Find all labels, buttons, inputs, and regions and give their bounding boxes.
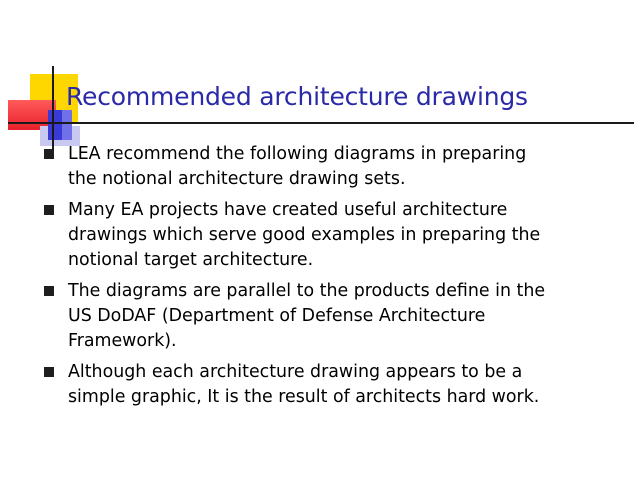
bullet-line: Many EA projects have created useful architecture [68, 200, 508, 220]
bullet-line: the notional architecture drawing sets. [68, 169, 406, 189]
bullet-list [44, 142, 614, 416]
bullet-line: LEA recommend the following diagrams in preparing [68, 144, 527, 164]
square-bullet-icon [44, 286, 54, 296]
blue-square-decoration [48, 110, 62, 140]
bullet-item [44, 142, 614, 192]
bullet-line: The diagrams are parallel to the products define in the [68, 281, 546, 301]
bullet-item [44, 279, 614, 354]
light-blue-square-decoration [62, 110, 72, 140]
bullet-line: US DoDAF (Department of Defense Architecture [68, 306, 486, 326]
square-bullet-icon [44, 149, 54, 159]
bullet-item [44, 198, 614, 273]
bullet-line: Framework). [68, 331, 177, 351]
bullet-line: drawings which serve good examples in preparing the [68, 225, 541, 245]
slide-title: Recommended architecture drawings [66, 82, 528, 111]
square-bullet-icon [44, 367, 54, 377]
square-bullet-icon [44, 205, 54, 215]
bullet-item [44, 360, 614, 410]
bullet-line: Although each architecture drawing appears to be a [68, 362, 523, 382]
title-underline-rule [8, 122, 634, 124]
bullet-line: simple graphic, It is the result of architects hard work. [68, 387, 540, 407]
bullet-line: notional target architecture. [68, 250, 314, 270]
